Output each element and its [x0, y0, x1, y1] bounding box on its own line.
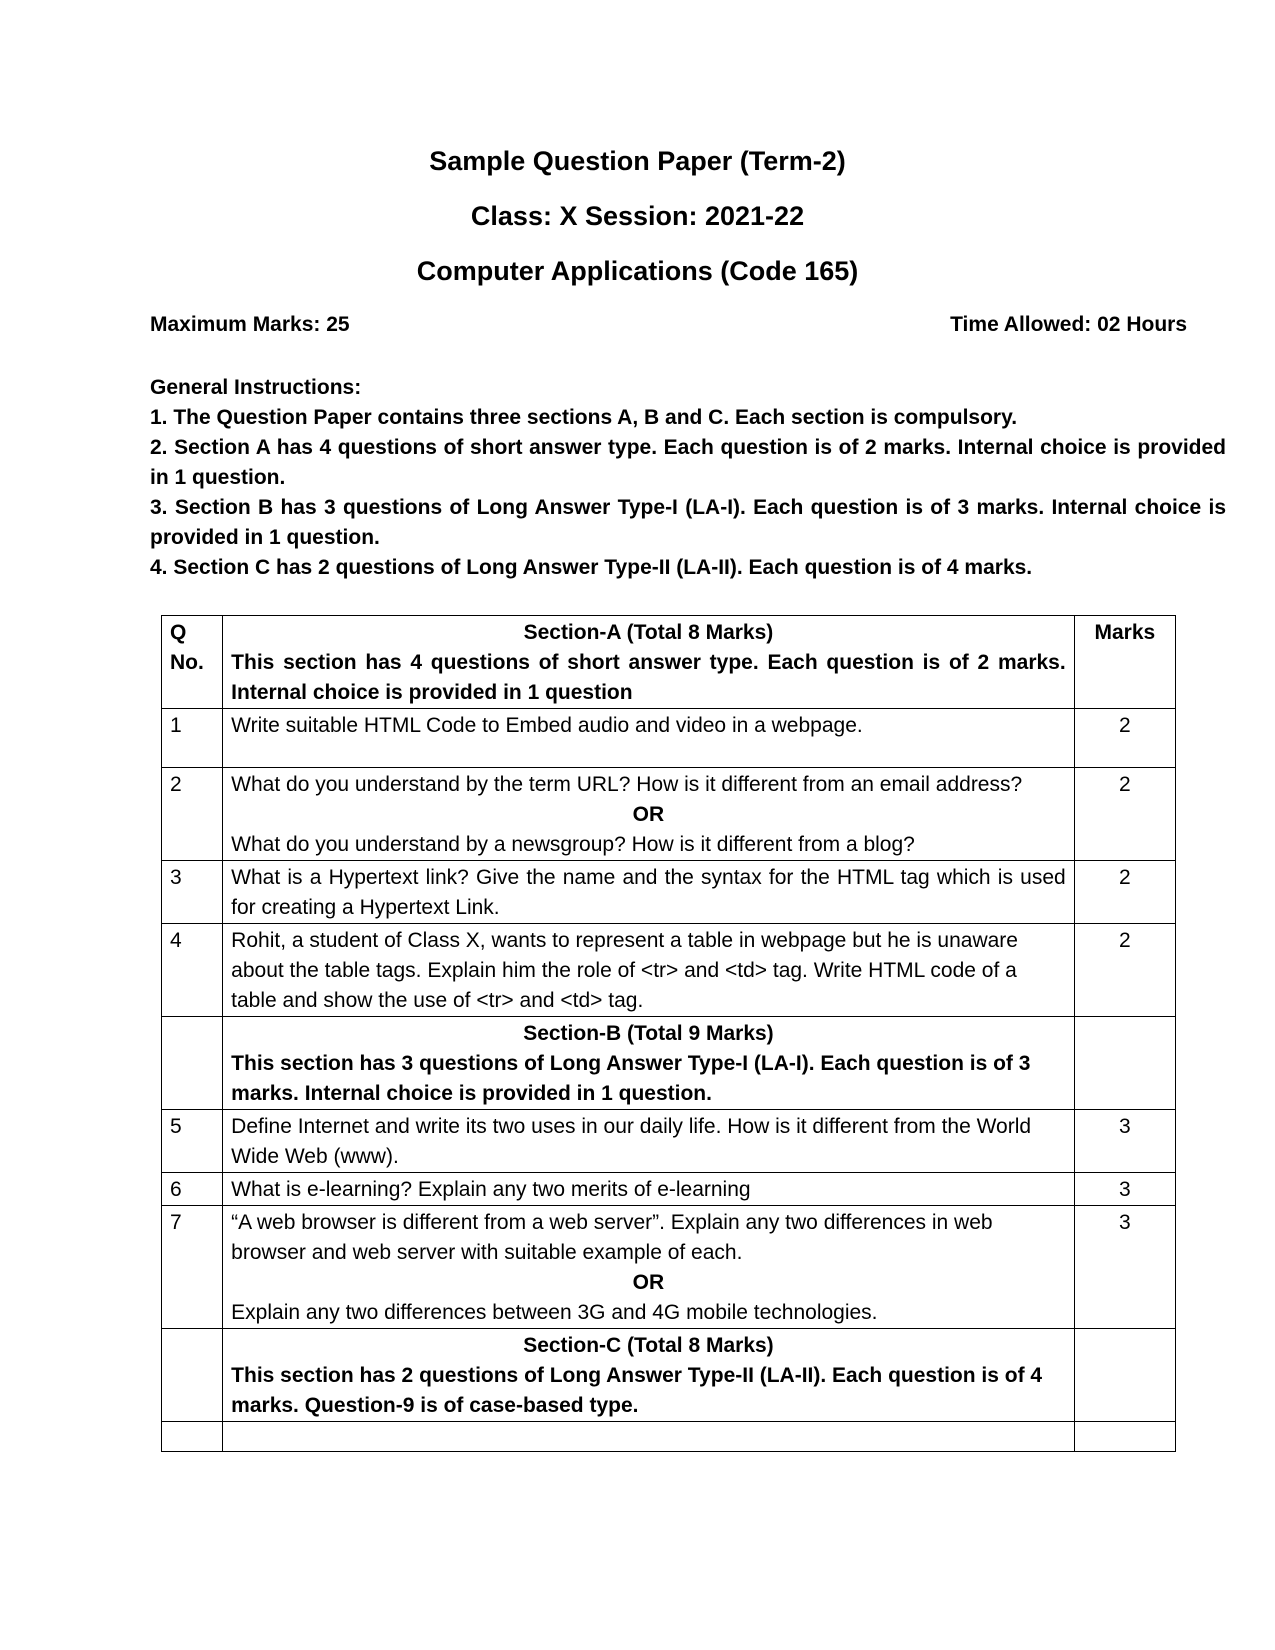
- table-row: [162, 1173, 1176, 1206]
- marks-header: Marks: [1074, 616, 1175, 709]
- alternate-question-text: What do you understand by a newsgroup? How is it different from a blog?: [231, 833, 915, 856]
- question-number: 6: [162, 1173, 223, 1206]
- question-number: 3: [162, 861, 223, 924]
- question-marks: 2: [1074, 709, 1175, 768]
- questions-table: [161, 615, 1176, 1452]
- question-text: What is e-learning? Explain any two merits of e-learning: [223, 1173, 1075, 1206]
- class-session: Class: X Session: 2021-22: [470, 201, 805, 231]
- question-number: 4: [162, 924, 223, 1017]
- section-a-title: Section-A (Total 8 Marks): [523, 621, 774, 644]
- section-b-description: This section has 3 questions of Long Answer Type-I (LA-I). Each question is of 3 marks. Internal choice is provided in 1 question.: [231, 1052, 1031, 1105]
- question-marks: 3: [1074, 1206, 1175, 1329]
- section-a-description: This section has 4 questions of short answer type. Each question is of 2 marks. Internal choice is provided in 1 question: [231, 651, 1066, 704]
- qno-header: Q No.: [162, 616, 223, 709]
- table-row: [162, 1206, 1176, 1329]
- instructions-heading: General Instructions:: [150, 376, 362, 399]
- time-allowed: Time Allowed: 02 Hours: [950, 313, 1187, 336]
- instruction-item: 2. Section A has 4 questions of short answer type. Each question is of 2 marks. Internal choice is provided in 1 question.: [150, 436, 1226, 489]
- question-text: What is a Hypertext link? Give the name and the syntax for the HTML tag which is used for creating a Hypertext Link.: [223, 861, 1075, 924]
- question-number: 1: [162, 709, 223, 768]
- table-row: [162, 861, 1176, 924]
- question-number: 2: [162, 768, 223, 861]
- paper-title: Sample Question Paper (Term-2): [429, 146, 846, 176]
- instruction-item: 1. The Question Paper contains three sections A, B and C. Each section is compulsory.: [150, 406, 1018, 429]
- section-a-header-row: [162, 616, 1176, 709]
- maximum-marks: Maximum Marks: 25: [150, 313, 350, 336]
- section-b-header-row: [162, 1017, 1176, 1110]
- question-marks: 3: [1074, 1173, 1175, 1206]
- empty-row: [162, 1422, 1176, 1452]
- question-text: Define Internet and write its two uses in our daily life. How is it different from the World Wide Web (www).: [223, 1110, 1075, 1173]
- question-text: Write suitable HTML Code to Embed audio and video in a webpage.: [223, 709, 1075, 768]
- subject-title: Computer Applications (Code 165): [416, 256, 859, 286]
- table-row: [162, 768, 1176, 861]
- general-instructions: [150, 373, 1226, 583]
- or-label: OR: [632, 1271, 665, 1294]
- question-marks: 2: [1074, 924, 1175, 1017]
- question-marks: 3: [1074, 1110, 1175, 1173]
- instruction-item: 4. Section C has 2 questions of Long Answer Type-II (LA-II). Each question is of 4 marks.: [150, 556, 1033, 579]
- section-c-description: This section has 2 questions of Long Answer Type-II (LA-II). Each question is of 4 marks. Question-9 is of case-based type.: [231, 1364, 1043, 1417]
- question-text: Rohit, a student of Class X, wants to represent a table in webpage but he is unaware about the table tags. Explain him the role of <tr> and <td> tag. Write HTML code of a table and show the use of <tr> and <td> tag.: [223, 924, 1075, 1017]
- table-row: [162, 1110, 1176, 1173]
- question-marks: 2: [1074, 861, 1175, 924]
- instruction-item: 3. Section B has 3 questions of Long Answer Type-I (LA-I). Each question is of 3 marks. Internal choice is provided in 1 question.: [150, 496, 1226, 549]
- section-c-title: Section-C (Total 8 Marks): [523, 1334, 774, 1357]
- table-row: [162, 924, 1176, 1017]
- question-text: What do you understand by the term URL? How is it different from an email address?: [231, 773, 1023, 796]
- question-text: “A web browser is different from a web server”. Explain any two differences in web browser and web server with suitable example of each.: [231, 1211, 993, 1264]
- or-label: OR: [632, 803, 665, 826]
- alternate-question-text: Explain any two differences between 3G and 4G mobile technologies.: [231, 1301, 878, 1324]
- question-marks: 2: [1074, 768, 1175, 861]
- table-row: [162, 709, 1176, 768]
- question-number: 7: [162, 1206, 223, 1329]
- question-number: 5: [162, 1110, 223, 1173]
- section-c-header-row: [162, 1329, 1176, 1422]
- section-b-title: Section-B (Total 9 Marks): [523, 1022, 774, 1045]
